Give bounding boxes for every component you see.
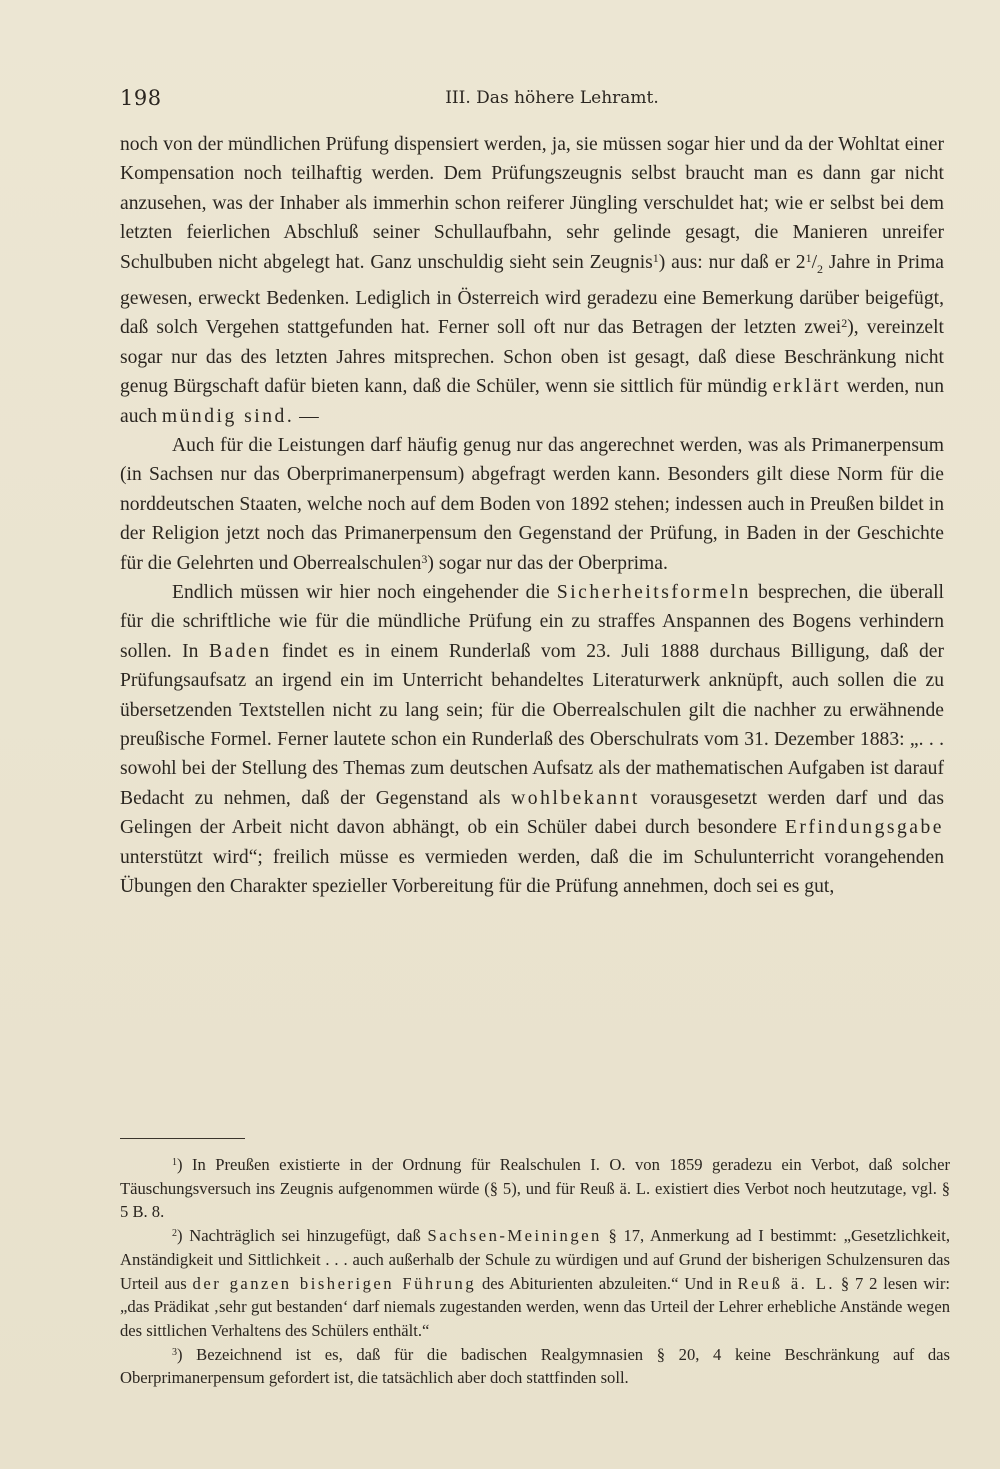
running-title: III. Das höhere Lehramt. [445, 88, 659, 108]
footnote-divider [120, 1138, 245, 1139]
main-text [120, 130, 944, 901]
spaced-emphasis: Erfindungsgabe [784, 817, 944, 839]
spaced-emphasis: der ganzen bisherigen Führung [192, 1273, 477, 1293]
footnote-ref-3: 3 [421, 551, 428, 566]
spaced-emphasis: mündig sind. [161, 405, 295, 427]
page-number: 198 [120, 86, 162, 110]
paragraph-1: noch von der mündlichen Prüfung dispensiert werden, ja, sie müssen sogar hier und da der Wohltat einer Kompensation noch teilhaftig werden. Dem Prüfungszeugnis selbst braucht man es dann gar nicht anzusehen, was der Inhaber als immerhin schon reiferer Jüngling verschuldet hat; wie er selbst bei dem letzten feierlichen Abschluß seiner Schullaufbahn, sehr gelinde gesagt, die Manieren unreifer Schulbuben nicht abgelegt hat. Ganz unschuldig sieht sein Zeugnis$^1$) aus: nur daß er $2^1/_2$ Jahre in Prima gewesen, erweckt Bedenken. Lediglich in Österreich wird geradezu eine Bemerkung darüber beigefügt, daß solch Vergehen stattgefunden hat. Ferner soll oft nur das Betragen der letzten zwei$^2$), vereinzelt sogar nur das des letzten Jahres mitsprechen. Schon oben ist gesagt, daß diese Beschränkung nicht genug Bürgschaft dafür bieten kann, daß die Schüler, wenn sie sittlich für mündig erklärt werden, nun auch mündig sind. — [120, 134, 945, 427]
paragraph-2: Auch für die Leistungen darf häufig genug nur das angerechnet werden, was als Primanerpensum (in Sachsen nur das Oberprimanerpensum) abgefragt werden kann. Besonders gilt diese Norm für die norddeutschen Staaten, welche noch auf dem Boden von 1892 stehen; indessen auch in Preußen bildet in der Religion jetzt noch das Primanerpensum den Gegenstand der Prüfung, in Baden in der Geschichte für die Gelehrten und Oberrealschulen$^3$) sogar nur das der Oberprima. [120, 434, 944, 574]
spaced-emphasis: wohlbekannt [511, 787, 640, 809]
footnote-ref-2: 2 [841, 316, 848, 331]
footnote-1: $^1$) In Preußen existierte in der Ordnung für Realschulen I. O. von 1859 geradezu ein Verbot, daß solcher Täuschungsversuch ins Zeugnis aufgenommen würde (§ 5), und für Reuß ä. L. existiert dies Verbot noch heutzutage, vgl. § 5 B. 8. [120, 1155, 950, 1222]
paragraph-3: Endlich müssen wir hier noch eingehender die Sicherheitsformeln besprechen, die überall für die schriftliche wie für die mündliche Prüfung ein zu straffes Anspannen des Bogens verhindern sollen. In Baden findet es in einem Runderlaß vom 23. Juli 1888 durchaus Billigung, daß der Prüfungsaufsatz an irgend ein im Unterricht behandeltes Literaturwerk anknüpft, auch sollen die zu übersetzenden Textstellen nicht zu lang sein; für die Oberrealschulen gilt die nachher zu erwähnende preußische Formel. Ferner lautete schon ein Runderlaß des Oberschulrats vom 31. Dezember 1883: „. . . sowohl bei der Stellung des Themas zum deutschen Aufsatz als der mathematischen Aufgaben ist darauf Bedacht zu nehmen, daß der Gegenstand als wohlbekannt vorausgesetzt werden darf und das Gelingen der Arbeit nicht davon abhängt, ob ein Schüler dabei durch besondere Erfindungsgabe unterstützt wird“; freilich müsse es vermieden werden, daß die im Schulunterricht vorangehenden Übungen den Charakter spezieller Vorbereitung für die Prüfung annehmen, doch sei es gut, [120, 582, 945, 898]
footnote-ref-1: 1 [652, 250, 659, 265]
spaced-emphasis: Reuß ä. L. [737, 1273, 836, 1293]
footnotes [120, 1153, 950, 1390]
footnote-2: $^2$) Nachträglich sei hinzugefügt, daß Sachsen-Meiningen § 17, Anmerkung ad I bestimmt: „Gesetzlichkeit, Anständigkeit und Sittlichkeit . . . auch außerhalb der Schule zu würdigen und auf Grund der bisherigen Schulzensuren das Urteil aus der ganzen bisherigen Führung des Abiturienten abzuleiten.“ Und in Reuß ä. L. § 7 2 lesen wir: „das Prädikat ‚sehr gut bestanden‘ darf niemals zugestanden werden, wenn das Urteil der Lehrer erhebliche Anstände wegen des sittlichen Verhaltens des Schülers enthält.“ [120, 1226, 950, 1340]
spaced-emphasis: Sachsen-Meiningen [427, 1226, 602, 1246]
spaced-emphasis: Baden [208, 640, 272, 662]
spaced-emphasis: Sicherheitsformeln [556, 582, 751, 603]
spaced-emphasis: erklärt [772, 376, 842, 398]
footnote-3: $^3$) Bezeichnend ist es, daß für die badischen Realgymnasien § 20, 4 keine Beschränkung auf das Oberprimanerpensum gefordert ist, die tatsächlich aber doch stattfinden soll. [120, 1344, 950, 1388]
page-header [120, 86, 944, 116]
